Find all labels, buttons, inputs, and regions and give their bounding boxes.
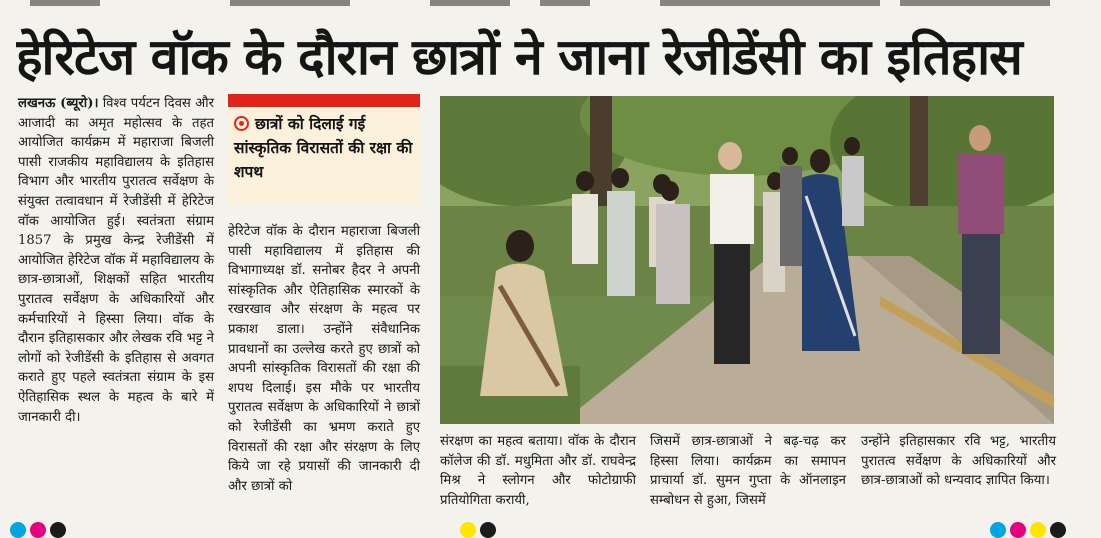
article-column-4 [650, 432, 846, 510]
highlight-box-text: छात्रों को दिलाई गई सांस्कृतिक विरासतों की रक्षा की शपथ [234, 115, 413, 181]
magenta-mark [30, 522, 46, 538]
yellow-mark [1030, 522, 1046, 538]
cyan-mark [990, 522, 1006, 538]
magenta-mark [1010, 522, 1026, 538]
article-column-2 [228, 222, 420, 520]
cyan-mark [10, 522, 26, 538]
article-column-5-text: उन्होंने इतिहासकार रवि भट्ट, भारतीय पुरातत्व सर्वेक्षण के अधिकारियों और छात्र-छात्राओं को धन्यवाद ज्ञापित किया। [861, 434, 1056, 489]
black-mark [480, 522, 496, 538]
print-registration-marks [0, 522, 1101, 533]
article-column-5 [861, 432, 1056, 491]
previous-article-fragment [0, 0, 1101, 12]
article-column-4-text: जिसमें छात्र-छात्राओं ने बढ़-चढ़ कर हिस्सा लिया। कार्यक्रम का समापन प्राचार्या डॉ. सुमन गुप्ता के ऑनलाइन सम्बोधन से हुआ, जिसमें [650, 434, 846, 508]
article-column-1-text: विश्व पर्यटन दिवस और आजादी का अमृत महोत्सव के तहत आयोजित कार्यक्रम में महाराजा बिजली पासी राजकीय महाविद्यालय के इतिहास विभाग और भारतीय पुरातत्व सर्वेक्षण के संयुक्त तत्वावधान में रेजीडेंसी में हेरिटेज वॉक आयोजित हुई। स्वतंत्रता संग्राम 1857 के प्रमुख केन्द्र रेजीडेंसी में आयोजित हेरिटेज वॉक में महाविद्यालय के छात्र-छात्राओं, शिक्षकों सहित भारतीय पुरातत्व सर्वेक्षण के अधिकारियों और कर्मचारियों ने हिस्सा लिया। वॉक के दौरान इतिहासकार और लेखक रवि भट्ट ने लोगों को रेजीडेंसी के इतिहास से अवगत कराते हुए पहले स्वतंत्रता संग्राम के इस ऐतिहासिक स्थल के महत्व के बारे में जानकारी दी। [18, 96, 214, 425]
heritage-walk-photo [440, 96, 1054, 424]
highlight-box [228, 94, 420, 204]
highlight-box-bar [228, 94, 420, 107]
black-mark [1050, 522, 1066, 538]
black-mark [50, 522, 66, 538]
article-column-1 [18, 94, 214, 519]
yellow-mark [460, 522, 476, 538]
dateline: लखनऊ (ब्यूरो)। [18, 96, 99, 111]
article-column-3 [440, 432, 636, 510]
headline: हेरिटेज वॉक के दौरान छात्रों ने जाना रेजीडेंसी का इतिहास [16, 28, 1022, 86]
article-column-2-text: हेरिटेज वॉक के दौरान महाराजा बिजली पासी महाविद्यालय में इतिहास की विभागाध्यक्ष डॉ. सनोबर हैदर ने अपनी सांस्कृतिक और ऐतिहासिक स्मारकों के रखरखाव और संरक्षण के महत्व पर प्रकाश डाला। उन्होंने संवैधानिक प्रावधानों का उल्लेख करते हुए छात्रों को अपनी सांस्कृतिक विरासतों की रक्षा की शपथ दिलाई। इस मौके पर भारतीय पुरातत्व सर्वेक्षण के अधिकारियों ने छात्रों को रेजीडेंसी का भ्रमण कराते हुए विरासतों की रक्षा और संरक्षण के लिए किये जा रहे प्रयासों की जानकारी दी और छात्रों को [228, 224, 420, 494]
target-bullet-icon [234, 116, 249, 131]
article-column-3-text: संरक्षण का महत्व बताया। वॉक के दौरान कॉलेज की डॉ. मधुमिता और डॉ. राघवेन्द्र मिश्र ने स्लोगन और फोटोग्राफी प्रतियोगिता करायी, [440, 434, 636, 508]
